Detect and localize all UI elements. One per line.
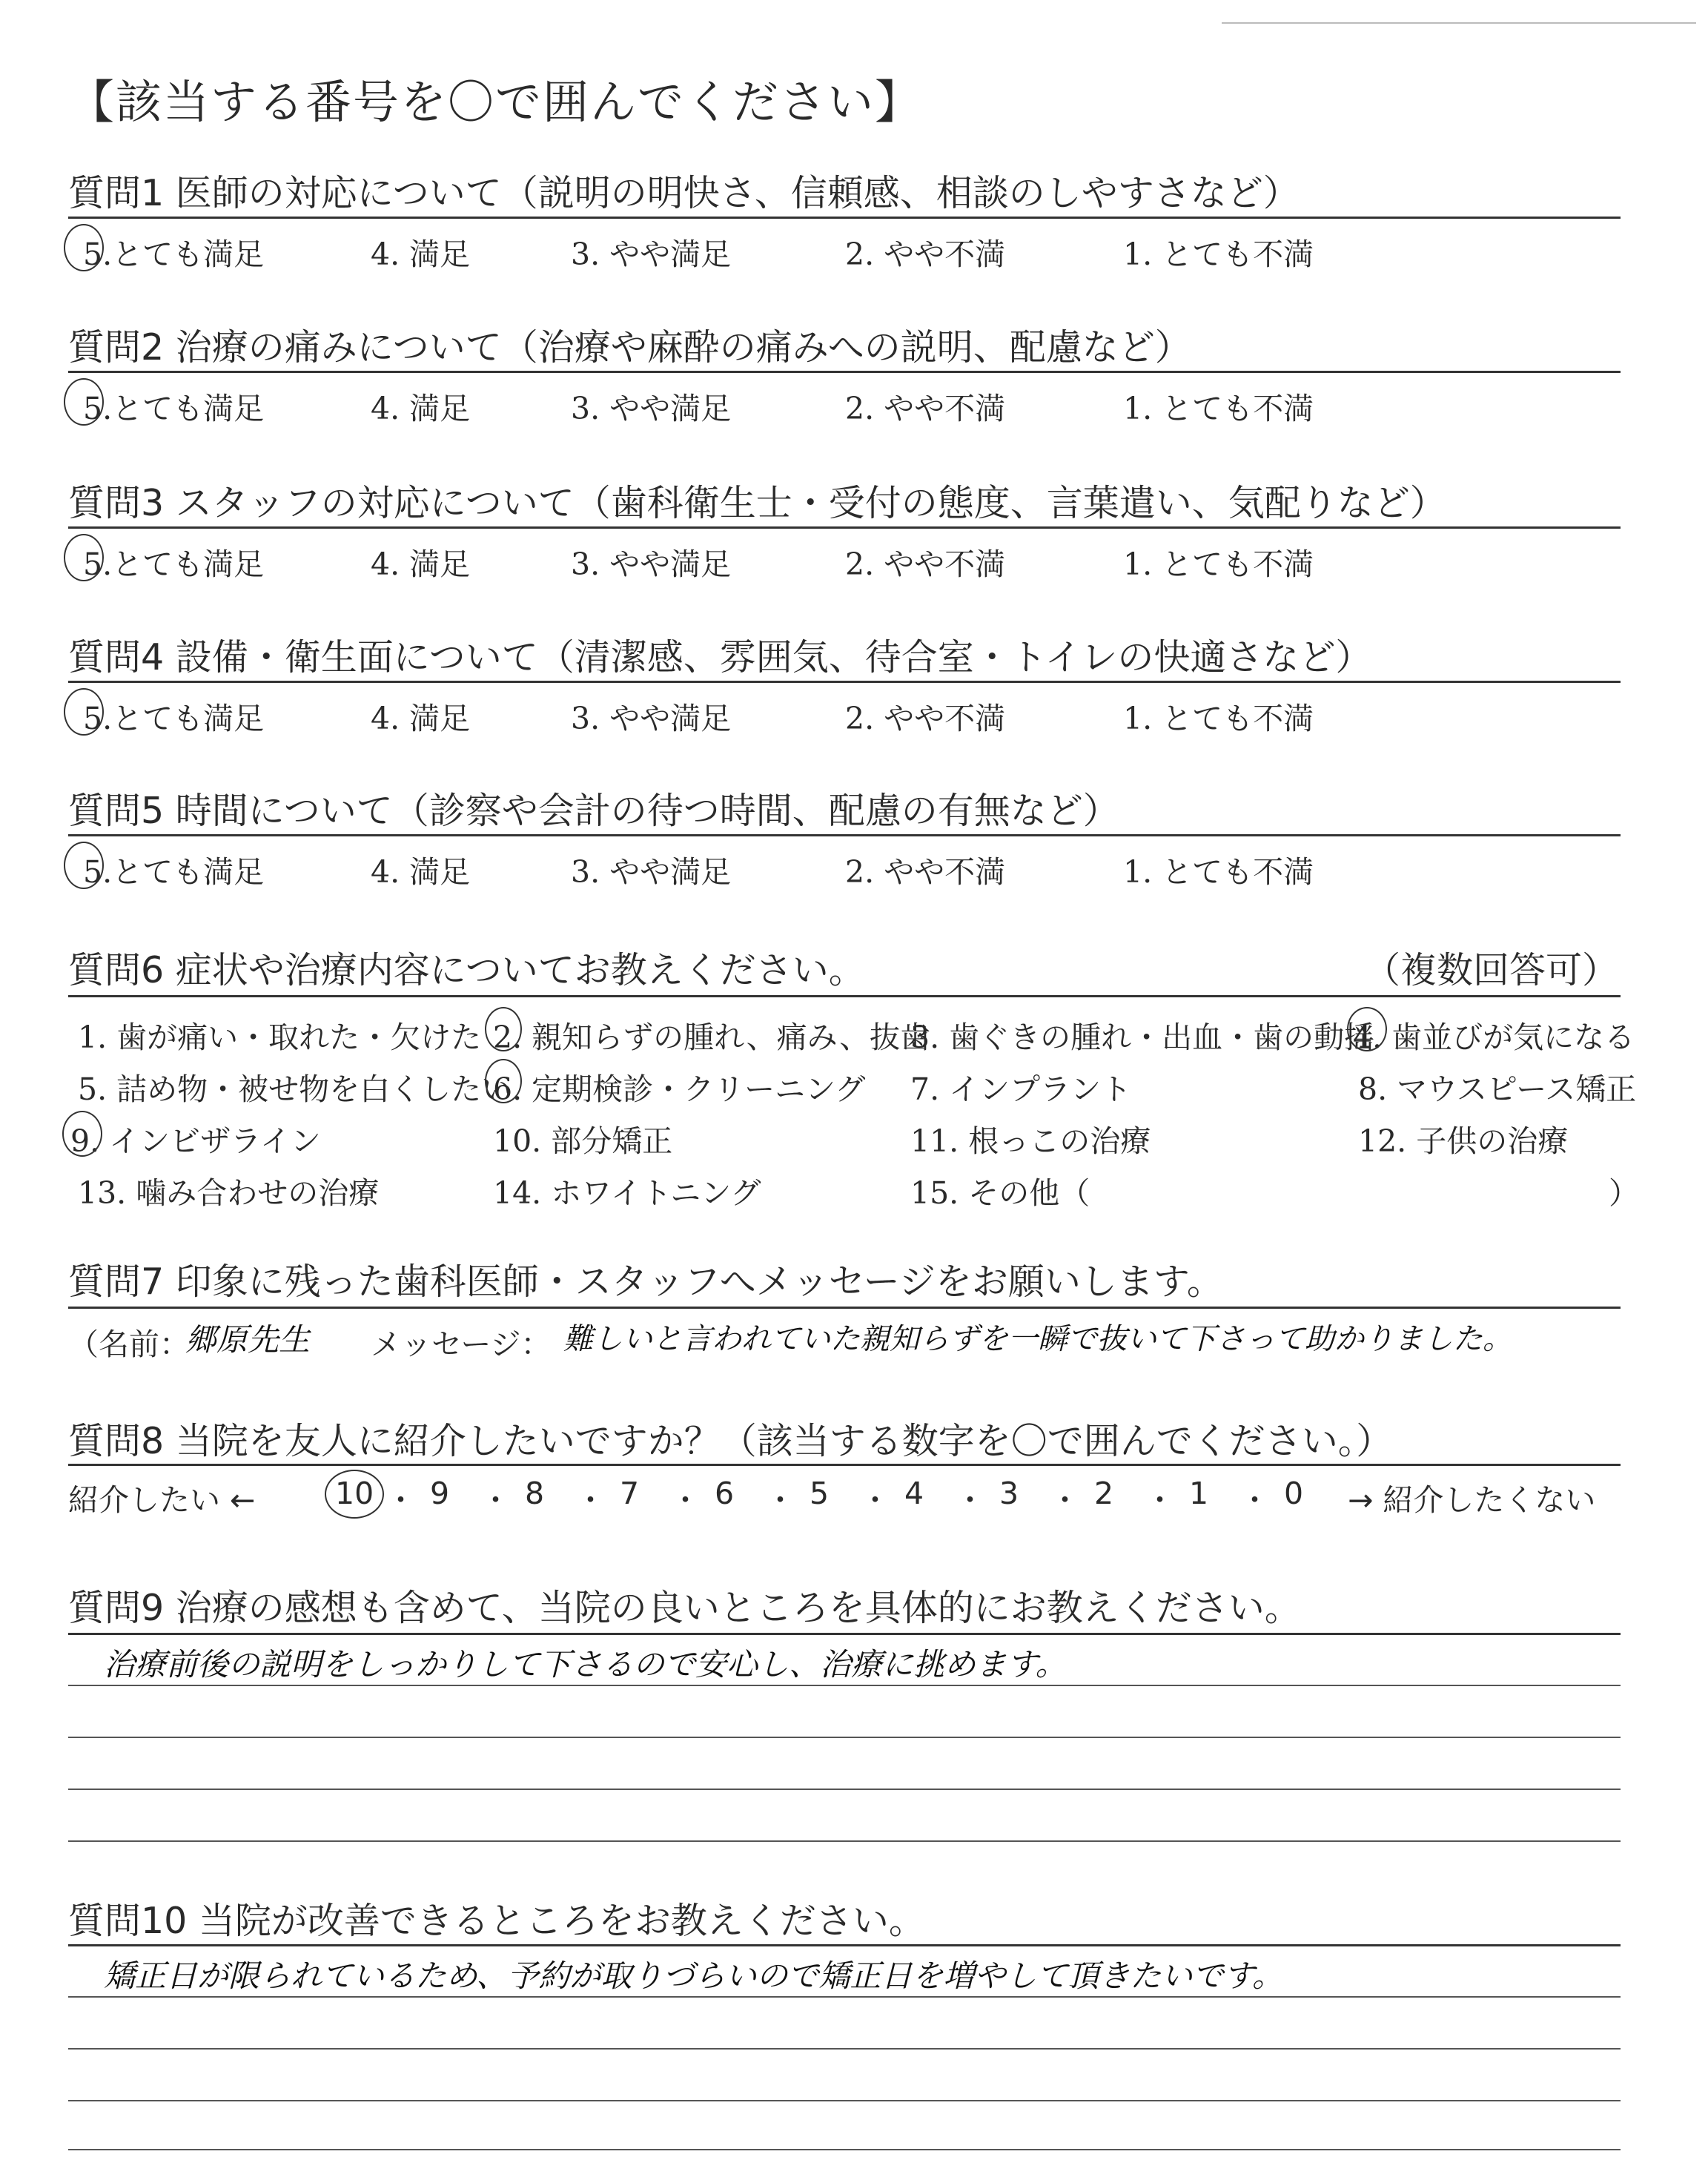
q8-scale-separator: ・ — [1239, 1482, 1270, 1518]
q6-option-4[interactable]: 4. 歯並びが気になる — [1353, 1020, 1635, 1055]
q4-selected-circle — [64, 688, 104, 736]
q8-scale-2[interactable]: 2 — [1094, 1476, 1114, 1511]
q5-option-4[interactable]: 4. 満足 — [371, 854, 471, 890]
q6-circle-6 — [485, 1059, 522, 1103]
q3-option-2[interactable]: 2. やや不満 — [845, 546, 1006, 582]
q1-option-3[interactable]: 3. やや満足 — [571, 237, 732, 272]
q3-rule — [68, 526, 1621, 529]
scan-edge-mark — [1222, 22, 1696, 24]
q8-scale-10[interactable]: 10 — [335, 1476, 374, 1511]
q6-option-14[interactable]: 14. ホワイトニング — [493, 1175, 761, 1211]
q2-option-2[interactable]: 2. やや不満 — [845, 391, 1006, 426]
q6-note: （複数回答可） — [1364, 949, 1619, 991]
q8-scale-separator: ・ — [480, 1482, 511, 1518]
q8-scale-separator: ・ — [670, 1482, 701, 1518]
q8-heading: 質問8 当院を友人に紹介したいですか？（該当する数字を〇で囲んでください。） — [68, 1420, 1393, 1462]
q2-heading: 質問2 治療の痛みについて（治療や麻酔の痛みへの説明、配慮など） — [68, 326, 1191, 369]
q6-option-5[interactable]: 5. 詰め物・被せ物を白くしたい — [78, 1071, 512, 1107]
q9-rule — [68, 1633, 1621, 1635]
q3-option-5[interactable]: 5.とても満足 — [83, 546, 265, 582]
q7-heading: 質問7 印象に残った歯科医師・スタッフへメッセージをお願いします。 — [68, 1261, 1223, 1303]
q1-option-4[interactable]: 4. 満足 — [371, 237, 471, 272]
q8-scale-3[interactable]: 3 — [999, 1476, 1019, 1511]
q9-answer[interactable]: 治療前後の説明をしっかりして下さるので安心し、治療に挑めます。 — [104, 1646, 1067, 1682]
q5-option-1[interactable]: 1. とても不満 — [1123, 854, 1314, 890]
q1-selected-circle — [64, 224, 104, 271]
q4-option-3[interactable]: 3. やや満足 — [571, 701, 732, 736]
q10-line-4 — [68, 2149, 1621, 2150]
q2-option-5[interactable]: 5.とても満足 — [83, 391, 265, 426]
q8-rule — [68, 1464, 1621, 1466]
q3-heading: 質問3 スタッフの対応について（歯科衛生士・受付の態度、言葉遣い、気配りなど） — [68, 482, 1446, 524]
q1-heading: 質問1 医師の対応について（説明の明快さ、信頼感、相談のしやすさなど） — [68, 172, 1300, 214]
q7-message-value[interactable]: 難しいと言われていた親知らずを一瞬で抜いて下さって助かりました。 — [563, 1322, 1512, 1356]
q10-answer[interactable]: 矯正日が限られているため、予約が取りづらいので矯正日を増やして頂きたいです。 — [104, 1958, 1283, 1994]
q8-scale-7[interactable]: 7 — [620, 1476, 640, 1511]
q3-selected-circle — [64, 534, 104, 581]
q6-option-7[interactable]: 7. インプラント — [910, 1071, 1132, 1107]
q1-option-5[interactable]: 5.とても満足 — [83, 237, 265, 272]
q8-scale-separator: ・ — [1145, 1482, 1175, 1518]
q10-heading: 質問10 当院が改善できるところをお教えください。 — [68, 1900, 925, 1942]
q8-scale-separator: ・ — [955, 1482, 985, 1518]
q4-rule — [68, 681, 1621, 683]
q8-scale-separator: ・ — [1050, 1482, 1080, 1518]
q6-option-8[interactable]: 8. マウスピース矯正 — [1358, 1071, 1637, 1107]
q1-rule — [68, 217, 1621, 219]
q8-scale-1[interactable]: 1 — [1189, 1476, 1209, 1511]
q6-option-2[interactable]: 2. 親知らずの腫れ、痛み、抜歯 — [493, 1020, 931, 1055]
q2-option-4[interactable]: 4. 満足 — [371, 391, 471, 426]
q8-scale-separator: ・ — [385, 1482, 416, 1518]
q9-heading: 質問9 治療の感想も含めて、当院の良いところを具体的にお教えください。 — [68, 1587, 1301, 1629]
q9-line-2 — [68, 1737, 1621, 1738]
q10-line-2 — [68, 2048, 1621, 2050]
q8-scale-4[interactable]: 4 — [904, 1476, 924, 1511]
q8-scale-8[interactable]: 8 — [525, 1476, 545, 1511]
q6-option-6[interactable]: 6. 定期検診・クリーニング — [493, 1071, 866, 1107]
q5-heading: 質問5 時間について（診察や会計の待つ時間、配慮の有無など） — [68, 790, 1119, 832]
q2-option-3[interactable]: 3. やや満足 — [571, 391, 732, 426]
q7-name-label: （名前： — [68, 1327, 190, 1362]
q6-option-1[interactable]: 1. 歯が痛い・取れた・欠けた — [78, 1020, 482, 1055]
form-title: 【該当する番号を〇で囲んでください】 — [68, 75, 923, 129]
q3-option-1[interactable]: 1. とても不満 — [1123, 546, 1314, 582]
q6-circle-9 — [62, 1111, 102, 1157]
q6-option-12[interactable]: 12. 子供の治療 — [1358, 1123, 1569, 1159]
q2-selected-circle — [64, 378, 104, 426]
q10-line-1 — [68, 1996, 1621, 1998]
q10-rule — [68, 1944, 1621, 1946]
q5-option-5[interactable]: 5.とても満足 — [83, 854, 265, 890]
q3-option-3[interactable]: 3. やや満足 — [571, 546, 732, 582]
q5-rule — [68, 834, 1621, 836]
q6-option-13[interactable]: 13. 噛み合わせの治療 — [78, 1175, 380, 1211]
q8-left-label: 紹介したい ← — [68, 1482, 256, 1518]
q7-message-label: メッセージ： — [371, 1327, 552, 1362]
q8-selected-circle — [325, 1470, 384, 1519]
q6-option-11[interactable]: 11. 根っこの治療 — [910, 1123, 1151, 1159]
q2-option-1[interactable]: 1. とても不満 — [1123, 391, 1314, 426]
q8-scale-separator: ・ — [575, 1482, 606, 1518]
q1-option-1[interactable]: 1. とても不満 — [1123, 237, 1314, 272]
q8-right-label: → 紹介したくない — [1348, 1482, 1596, 1518]
q6-option-3[interactable]: 3. 歯ぐきの腫れ・出血・歯の動揺 — [910, 1020, 1375, 1055]
q6-heading: 質問6 症状や治療内容についてお教えください。 — [68, 949, 865, 991]
q8-scale-9[interactable]: 9 — [430, 1476, 450, 1511]
q5-option-2[interactable]: 2. やや不満 — [845, 854, 1006, 890]
q9-line-1 — [68, 1685, 1621, 1686]
q8-scale-5[interactable]: 5 — [810, 1476, 830, 1511]
q8-scale-separator: ・ — [860, 1482, 890, 1518]
q8-scale-6[interactable]: 6 — [715, 1476, 735, 1511]
q4-option-5[interactable]: 5.とても満足 — [83, 701, 265, 736]
q2-rule — [68, 371, 1621, 373]
q7-rule — [68, 1307, 1621, 1309]
q6-option-9[interactable]: 9. インビザライン — [70, 1123, 321, 1159]
q6-option-15-close: ） — [1609, 1175, 1639, 1211]
q8-scale-separator: ・ — [765, 1482, 795, 1518]
q7-name-value[interactable]: 郷原先生 — [185, 1321, 311, 1358]
q4-option-4[interactable]: 4. 満足 — [371, 701, 471, 736]
q9-line-3 — [68, 1789, 1621, 1790]
q3-option-4[interactable]: 4. 満足 — [371, 546, 471, 582]
q9-line-4 — [68, 1840, 1621, 1842]
q4-option-2[interactable]: 2. やや不満 — [845, 701, 1006, 736]
q1-option-2[interactable]: 2. やや不満 — [845, 237, 1006, 272]
q5-option-3[interactable]: 3. やや満足 — [571, 854, 732, 890]
q6-rule — [68, 995, 1621, 997]
q4-option-1[interactable]: 1. とても不満 — [1123, 701, 1314, 736]
q6-option-15[interactable]: 15. その他（ — [910, 1175, 1090, 1211]
q8-scale-0[interactable]: 0 — [1284, 1476, 1304, 1511]
q10-line-3 — [68, 2100, 1621, 2101]
q6-option-10[interactable]: 10. 部分矯正 — [493, 1123, 673, 1159]
q6-circle-4 — [1347, 1007, 1387, 1051]
q6-circle-2 — [485, 1007, 522, 1051]
q4-heading: 質問4 設備・衛生面について（清潔感、雰囲気、待合室・トイレの快適さなど） — [68, 636, 1372, 678]
q5-selected-circle — [64, 842, 104, 889]
